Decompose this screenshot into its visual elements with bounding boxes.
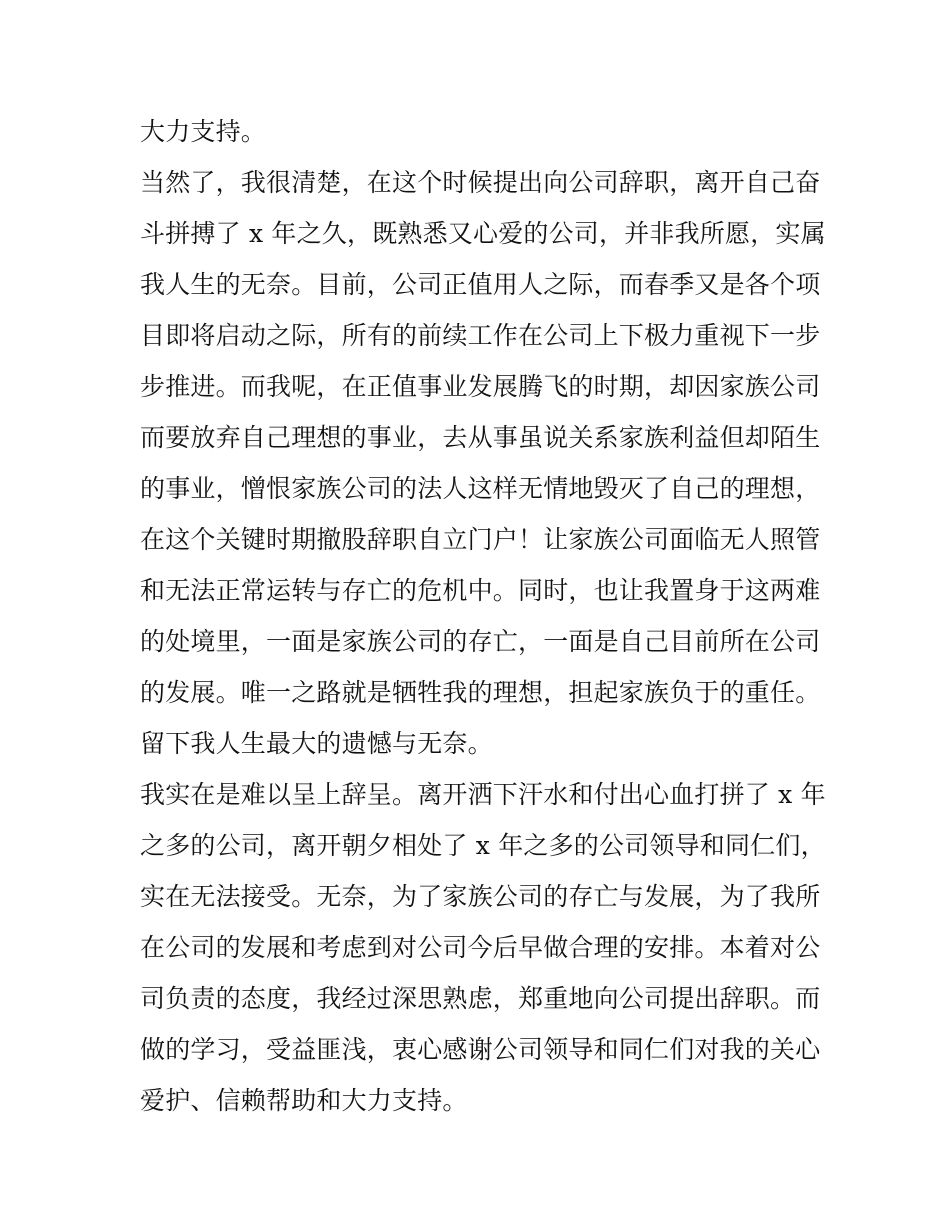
body-text (140, 106, 830, 1126)
text-line: 在公司的发展和考虑到对公司今后早做合理的安排。本着对公 (140, 933, 821, 962)
text-line: 在这个关键时期撤股辞职自立门户！让家族公司面临无人照管 (140, 525, 821, 554)
text-line: 步推进。而我呢，在正值事业发展腾飞的时期，却因家族公司 (140, 372, 821, 401)
text-line: 的发展。唯一之路就是牺牲我的理想，担起家族负于的重任。 (140, 678, 821, 707)
text-line: 实在无法接受。无奈，为了家族公司的存亡与发展，为了我所 (140, 882, 821, 911)
text-line: 斗拼搏了 x 年之久，既熟悉又心爱的公司，并非我所愿，实属 (140, 219, 826, 248)
text-line: 我实在是难以呈上辞呈。离开洒下汗水和付出心血打拼了 x 年 (140, 780, 826, 809)
text-line: 的事业，憎恨家族公司的法人这样无情地毁灭了自己的理想， (140, 474, 821, 503)
text-line: 目即将启动之际，所有的前续工作在公司上下极力重视下一步 (140, 321, 821, 350)
text-line: 和无法正常运转与存亡的危机中。同时，也让我置身于这两难 (140, 576, 821, 605)
text-line: 做的学习，受益匪浅，衷心感谢公司领导和同仁们对我的关心 (140, 1035, 821, 1064)
text-line: 大力支持。 (140, 117, 267, 146)
text-line: 爱护、信赖帮助和大力支持。 (140, 1086, 468, 1115)
text-line: 而要放弃自己理想的事业，去从事虽说关系家族利益但却陌生 (140, 423, 821, 452)
text-line: 留下我人生最大的遗憾与无奈。 (140, 729, 493, 758)
text-line: 当然了，我很清楚，在这个时候提出向公司辞职，离开自己奋 (140, 168, 821, 197)
text-line: 司负责的态度，我经过深思熟虑，郑重地向公司提出辞职。而 (140, 984, 821, 1013)
text-line: 的处境里，一面是家族公司的存亡，一面是自己目前所在公司 (140, 627, 821, 656)
text-line: 之多的公司，离开朝夕相处了 x 年之多的公司领导和同仁们， (140, 831, 826, 860)
text-line: 我人生的无奈。目前，公司正值用人之际，而春季又是各个项 (140, 270, 821, 299)
